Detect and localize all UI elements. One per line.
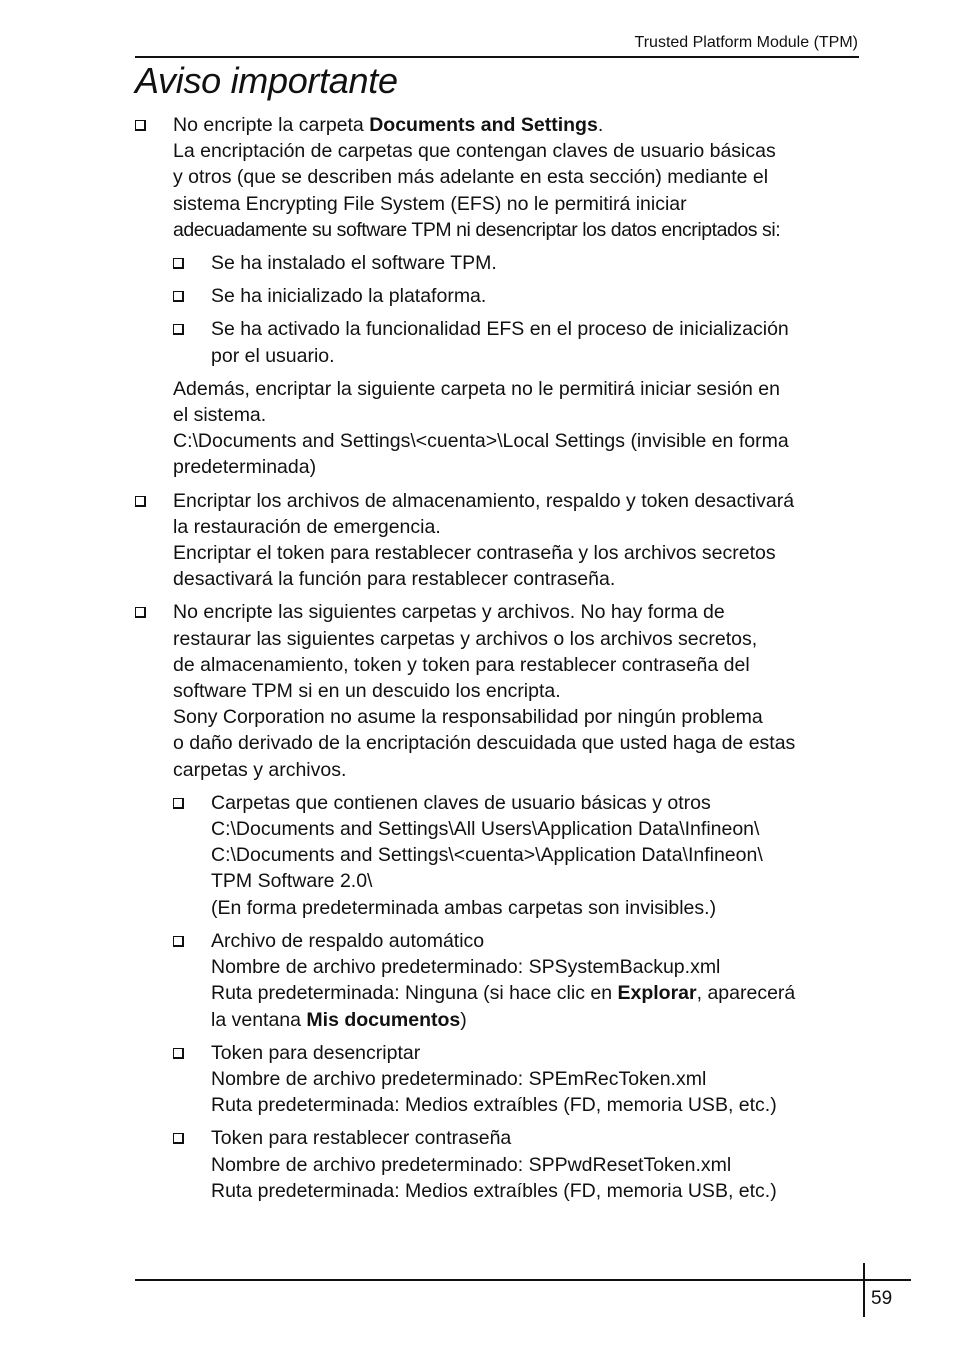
item-line: Ruta predeterminada: Ninguna (si hace clic en Explorar, aparecerá bbox=[211, 982, 796, 1005]
sub-list-item bbox=[173, 283, 859, 309]
item-line: Nombre de archivo predeterminado: SPPwdResetToken.xml bbox=[211, 1153, 732, 1176]
item-line: o daño derivado de la encriptación descuidada que usted haga de estas bbox=[173, 732, 796, 755]
notice-list bbox=[135, 112, 859, 1211]
item-line: por el usuario. bbox=[211, 344, 335, 367]
sub-list-item bbox=[173, 928, 859, 1033]
item-line: adecuadamente su software TPM ni desencriptar los datos encriptados si: bbox=[173, 218, 781, 241]
sub-list-item bbox=[173, 1040, 859, 1119]
item-line: Carpetas que contienen claves de usuario básicas y otros bbox=[211, 791, 711, 814]
checkbox-bullet-icon bbox=[173, 291, 184, 302]
checkbox-bullet-icon bbox=[173, 936, 184, 947]
checkbox-bullet-icon bbox=[135, 496, 146, 507]
list-item bbox=[135, 112, 859, 243]
checkbox-bullet-icon bbox=[173, 1133, 184, 1144]
sub-list-item bbox=[173, 316, 859, 368]
item-line: Archivo de respaldo automático bbox=[211, 929, 485, 952]
item-line: No encripte la carpeta Documents and Settings. bbox=[173, 114, 604, 136]
item-line: C:\Documents and Settings\All Users\Application Data\Infineon\ bbox=[211, 818, 760, 841]
page-title: Aviso importante bbox=[135, 60, 398, 101]
item-line: desactivará la función para restablecer contraseña. bbox=[173, 568, 616, 591]
item-line: la restauración de emergencia. bbox=[173, 515, 441, 538]
item-line: (En forma predeterminada ambas carpetas son invisibles.) bbox=[211, 896, 717, 919]
item-line: Token para restablecer contraseña bbox=[211, 1127, 512, 1150]
item-line: C:\Documents and Settings\<cuenta>\Application Data\Infineon\ bbox=[211, 844, 763, 867]
item-line: Se ha activado la funcionalidad EFS en el proceso de inicialización bbox=[211, 318, 789, 341]
list-item bbox=[135, 599, 859, 782]
running-header: Trusted Platform Module (TPM) bbox=[634, 34, 858, 51]
item-line: el sistema. bbox=[173, 404, 267, 427]
checkbox-bullet-icon bbox=[173, 798, 184, 809]
item-line: restaurar las siguientes carpetas y archivos o los archivos secretos, bbox=[173, 627, 758, 650]
item-line: Además, encriptar la siguiente carpeta no le permitirá iniciar sesión en bbox=[173, 377, 780, 400]
item-line: software TPM si en un descuido los encripta. bbox=[173, 680, 561, 703]
item-line: Sony Corporation no asume la responsabilidad por ningún problema bbox=[173, 706, 763, 729]
item-line: Se ha inicializado la plataforma. bbox=[211, 285, 487, 308]
item-line: Nombre de archivo predeterminado: SPEmRecToken.xml bbox=[211, 1067, 707, 1090]
list-item bbox=[135, 488, 859, 593]
item-line: Token para desencriptar bbox=[211, 1041, 421, 1064]
paragraph bbox=[173, 376, 859, 481]
folder-name: Documents and Settings bbox=[369, 114, 598, 136]
explore-label: Explorar bbox=[617, 982, 697, 1005]
item-line: de almacenamiento, token y token para restablecer contraseña del bbox=[173, 653, 750, 676]
item-line: Ruta predeterminada: Medios extraíbles (FD, memoria USB, etc.) bbox=[211, 1094, 777, 1117]
item-line: Nombre de archivo predeterminado: SPSystemBackup.xml bbox=[211, 956, 721, 979]
sub-list-item bbox=[173, 250, 859, 276]
sub-list-item bbox=[173, 790, 859, 921]
checkbox-bullet-icon bbox=[135, 607, 146, 618]
item-line: Ruta predeterminada: Medios extraíbles (FD, memoria USB, etc.) bbox=[211, 1179, 777, 1202]
item-line: La encriptación de carpetas que contengan claves de usuario básicas bbox=[173, 140, 776, 163]
item-line: y otros (que se describen más adelante en esta sección) mediante el bbox=[173, 166, 769, 189]
page-number: 59 bbox=[871, 1288, 893, 1309]
item-line: Se ha instalado el software TPM. bbox=[211, 252, 497, 275]
item-line: sistema Encrypting File System (EFS) no le permitirá iniciar bbox=[173, 192, 687, 215]
item-line: No encripte las siguientes carpetas y archivos. No hay forma de bbox=[173, 601, 725, 624]
item-line: la ventana Mis documentos) bbox=[211, 1008, 467, 1031]
item-line: predeterminada) bbox=[173, 456, 317, 479]
item-line: C:\Documents and Settings\<cuenta>\Local Settings (invisible en forma bbox=[173, 430, 789, 453]
my-documents-label: Mis documentos bbox=[306, 1008, 461, 1031]
item-line: carpetas y archivos. bbox=[173, 758, 347, 781]
item-line: TPM Software 2.0\ bbox=[211, 870, 373, 893]
checkbox-bullet-icon bbox=[173, 258, 184, 269]
checkbox-bullet-icon bbox=[173, 324, 184, 335]
footer-divider bbox=[863, 1263, 865, 1317]
checkbox-bullet-icon bbox=[135, 120, 146, 131]
item-line: Encriptar los archivos de almacenamiento, respaldo y token desactivará bbox=[173, 489, 795, 512]
checkbox-bullet-icon bbox=[173, 1048, 184, 1059]
sub-list-item bbox=[173, 1125, 859, 1204]
footer-rule bbox=[135, 1279, 911, 1281]
header-rule bbox=[135, 56, 859, 58]
item-line: Encriptar el token para restablecer contraseña y los archivos secretos bbox=[173, 542, 776, 565]
